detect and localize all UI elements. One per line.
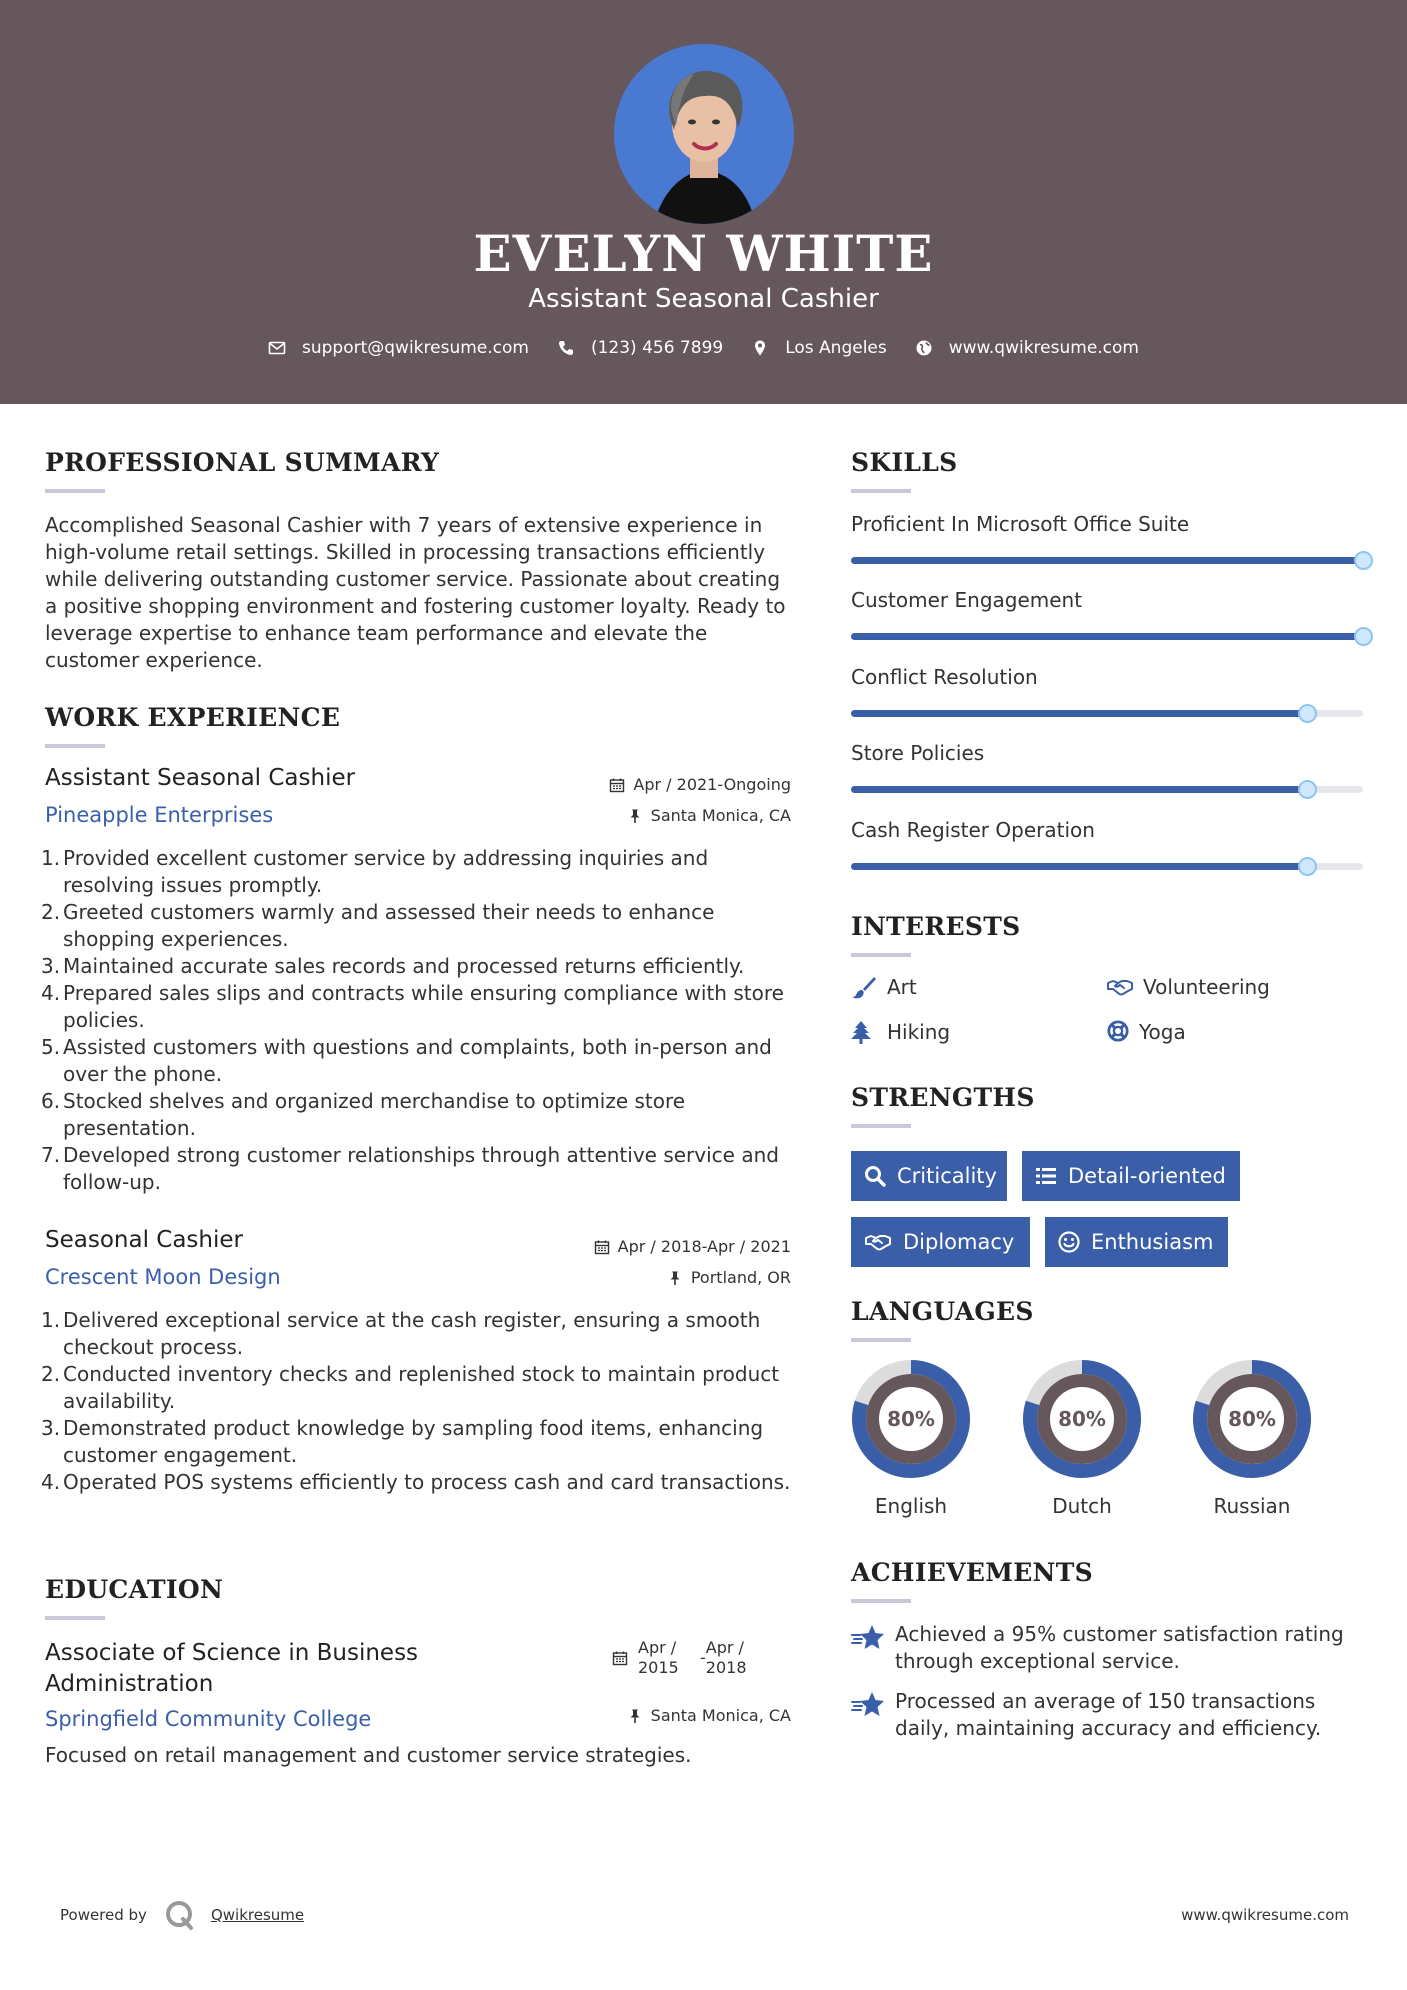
language-donut bbox=[1021, 1358, 1143, 1480]
skill-bar-knob bbox=[1298, 780, 1317, 799]
skill-bar bbox=[851, 863, 1363, 870]
profile-photo bbox=[614, 44, 794, 224]
contact-website-text: www.qwikresume.com bbox=[948, 338, 1139, 358]
search-icon bbox=[863, 1164, 887, 1188]
skill-bar-knob bbox=[1354, 551, 1373, 570]
company-name: Pineapple Enterprises bbox=[45, 803, 274, 827]
skill-bar bbox=[851, 786, 1363, 793]
education-rule bbox=[45, 1616, 105, 1620]
job-location-text: Santa Monica, CA bbox=[650, 806, 791, 825]
language-item bbox=[850, 1358, 972, 1518]
calendar-icon bbox=[594, 1239, 610, 1255]
list-item: 1. Delivered exceptional service at the cash register, ensuring a smooth checkout process. bbox=[41, 1308, 761, 1359]
education-heading: EDUCATION bbox=[45, 1575, 224, 1604]
job-duties-list bbox=[41, 845, 800, 1196]
strength-tag: Criticality bbox=[851, 1151, 1007, 1201]
globe-icon bbox=[915, 339, 933, 357]
contact-bar bbox=[0, 338, 1407, 358]
language-name: English bbox=[874, 1494, 948, 1518]
qwikresume-link[interactable]: Qwikresume bbox=[210, 1906, 305, 1924]
job-title: Assistant Seasonal Cashier bbox=[45, 765, 356, 791]
skill-bar-fill bbox=[851, 786, 1307, 793]
achievement-item: Achieved a 95% customer satisfaction rating through exceptional service. bbox=[851, 1621, 1371, 1675]
interest-item: Volunteering bbox=[1107, 975, 1270, 999]
language-percent: 80% bbox=[1228, 1407, 1276, 1431]
handshake-icon bbox=[1107, 975, 1133, 999]
strength-tag: Detail-oriented bbox=[1022, 1151, 1240, 1201]
job-dates-text: Apr / 2018-Apr / 2021 bbox=[617, 1237, 791, 1256]
job-dates bbox=[500, 1237, 791, 1256]
achievement-item: Processed an average of 150 transactions daily, maintaining accuracy and efficiency. bbox=[851, 1688, 1371, 1742]
language-name: Russian bbox=[1213, 1494, 1291, 1518]
skill-bar bbox=[851, 710, 1363, 717]
list-item: 2. Conducted inventory checks and replenished stock to maintain product availability. bbox=[41, 1362, 780, 1413]
job-dates bbox=[500, 775, 791, 794]
handshake-icon bbox=[863, 1230, 893, 1254]
skill-bar bbox=[851, 557, 1363, 564]
list-item: 3. Maintained accurate sales records and processed returns efficiently. bbox=[41, 954, 745, 978]
skill-name: Store Policies bbox=[851, 741, 985, 765]
interests-heading: INTERESTS bbox=[851, 912, 1021, 941]
pushpin-icon bbox=[667, 1270, 683, 1286]
skill-bar-fill bbox=[851, 633, 1363, 640]
education-location-text: Santa Monica, CA bbox=[650, 1706, 791, 1725]
job-location bbox=[500, 806, 791, 825]
language-item bbox=[1191, 1358, 1313, 1518]
strength-tag: Enthusiasm bbox=[1045, 1217, 1228, 1267]
resume-header bbox=[0, 0, 1407, 404]
profile-photo-icon bbox=[614, 44, 794, 224]
list-item: 3. Demonstrated product knowledge by sampling food items, enhancing customer engagement. bbox=[41, 1416, 764, 1467]
experience-heading: WORK EXPERIENCE bbox=[45, 703, 341, 732]
life-ring-icon bbox=[1107, 1020, 1129, 1044]
list-item: 4. Prepared sales slips and contracts while ensuring compliance with store policies. bbox=[41, 981, 784, 1032]
star-icon bbox=[851, 1690, 885, 1720]
contact-email[interactable] bbox=[268, 338, 529, 358]
list-icon bbox=[1034, 1164, 1058, 1188]
language-donut bbox=[1191, 1358, 1313, 1480]
interest-item: Art bbox=[851, 975, 917, 999]
phone-icon bbox=[557, 339, 575, 357]
education-description: Focused on retail management and customer service strategies. bbox=[45, 1743, 692, 1767]
candidate-title: Assistant Seasonal Cashier bbox=[528, 284, 879, 314]
pushpin-icon bbox=[627, 808, 643, 824]
experience-rule bbox=[45, 744, 105, 748]
language-item bbox=[1021, 1358, 1143, 1518]
education-location bbox=[500, 1706, 791, 1725]
skill-bar bbox=[851, 633, 1363, 640]
language-name: Dutch bbox=[1052, 1494, 1112, 1518]
job-title: Seasonal Cashier bbox=[45, 1227, 243, 1253]
degree-name: Associate of Science in Business Administration bbox=[45, 1640, 419, 1697]
interest-item: Yoga bbox=[1107, 1020, 1186, 1044]
skill-bar-fill bbox=[851, 710, 1307, 717]
strengths-heading: STRENGTHS bbox=[851, 1083, 1035, 1112]
tree-icon bbox=[851, 1020, 877, 1044]
smile-icon bbox=[1057, 1230, 1081, 1254]
education-start: Apr / 2015 bbox=[638, 1638, 679, 1677]
contact-website[interactable] bbox=[915, 338, 1139, 358]
interests-rule bbox=[851, 953, 911, 957]
skill-bar-knob bbox=[1298, 704, 1317, 723]
language-percent: 80% bbox=[887, 1407, 935, 1431]
skills-heading: SKILLS bbox=[851, 448, 958, 477]
list-item: 1. Provided excellent customer service by addressing inquiries and resolving issues promptly. bbox=[41, 846, 709, 897]
map-pin-icon bbox=[751, 339, 769, 357]
summary-text: Accomplished Seasonal Cashier with 7 years of extensive experience in high-volume retail settings. Skilled in processing transactions efficiently while delivering outstanding customer service. Passionate about creating a positive shopping environment and fostering customer loyalty. Ready to leverage expertise to enhance team performance and elevate the customer experience. bbox=[45, 513, 786, 672]
footer-url[interactable]: www.qwikresume.com bbox=[1181, 1906, 1349, 1924]
pushpin-icon bbox=[627, 1708, 643, 1724]
skill-bar-fill bbox=[851, 863, 1307, 870]
candidate-name: EVELYN WHITE bbox=[473, 224, 934, 283]
job-duties-list bbox=[41, 1307, 800, 1496]
skill-bar-knob bbox=[1298, 857, 1317, 876]
skill-name: Proficient In Microsoft Office Suite bbox=[851, 512, 1190, 536]
language-percent: 80% bbox=[1058, 1407, 1106, 1431]
contact-location-text: Los Angeles bbox=[785, 338, 887, 358]
achievements-rule bbox=[851, 1599, 911, 1603]
languages-rule bbox=[851, 1338, 911, 1342]
education-dates bbox=[612, 1638, 747, 1678]
contact-location bbox=[751, 338, 887, 358]
job-location-text: Portland, OR bbox=[690, 1268, 791, 1287]
skill-name: Cash Register Operation bbox=[851, 818, 1095, 842]
company-name: Crescent Moon Design bbox=[45, 1265, 281, 1289]
skill-name: Customer Engagement bbox=[851, 588, 1083, 612]
education-end: - Apr / 2018 bbox=[700, 1638, 747, 1677]
skill-bar-fill bbox=[851, 557, 1363, 564]
list-item: 2. Greeted customers warmly and assessed their needs to enhance shopping experiences. bbox=[41, 900, 715, 951]
skills-rule bbox=[851, 489, 911, 493]
school-name: Springfield Community College bbox=[45, 1707, 372, 1731]
skill-bar-knob bbox=[1354, 627, 1373, 646]
list-item: 7. Developed strong customer relationships through attentive service and follow-up. bbox=[41, 1143, 779, 1194]
job-dates-text: Apr / 2021-Ongoing bbox=[633, 775, 791, 794]
envelope-icon bbox=[268, 339, 286, 357]
star-icon bbox=[851, 1623, 885, 1653]
summary-rule bbox=[45, 489, 105, 493]
list-item: 6. Stocked shelves and organized merchandise to optimize store presentation. bbox=[41, 1089, 686, 1140]
skill-name: Conflict Resolution bbox=[851, 665, 1038, 689]
language-donut bbox=[850, 1358, 972, 1480]
list-item: 5. Assisted customers with questions and complaints, both in-person and over the phone. bbox=[41, 1035, 772, 1086]
achievements-heading: ACHIEVEMENTS bbox=[851, 1558, 1093, 1587]
summary-heading: PROFESSIONAL SUMMARY bbox=[45, 448, 440, 477]
interest-item: Hiking bbox=[851, 1020, 950, 1044]
languages-heading: LANGUAGES bbox=[851, 1297, 1034, 1326]
strengths-rule bbox=[851, 1124, 911, 1128]
footer-powered-by bbox=[60, 1898, 304, 1932]
list-item: 4. Operated POS systems efficiently to process cash and card transactions. bbox=[41, 1470, 791, 1494]
calendar-icon bbox=[609, 777, 625, 793]
paintbrush-icon bbox=[851, 975, 877, 999]
qwikresume-logo-icon bbox=[163, 1898, 197, 1932]
contact-phone[interactable] bbox=[557, 338, 723, 358]
contact-phone-text: (123) 456 7899 bbox=[590, 338, 724, 358]
powered-by-label: Powered by bbox=[60, 1906, 147, 1924]
contact-email-text: support@qwikresume.com bbox=[302, 338, 529, 358]
calendar-icon bbox=[612, 1650, 628, 1666]
job-location bbox=[500, 1268, 791, 1287]
strength-tag: Diplomacy bbox=[851, 1217, 1030, 1267]
